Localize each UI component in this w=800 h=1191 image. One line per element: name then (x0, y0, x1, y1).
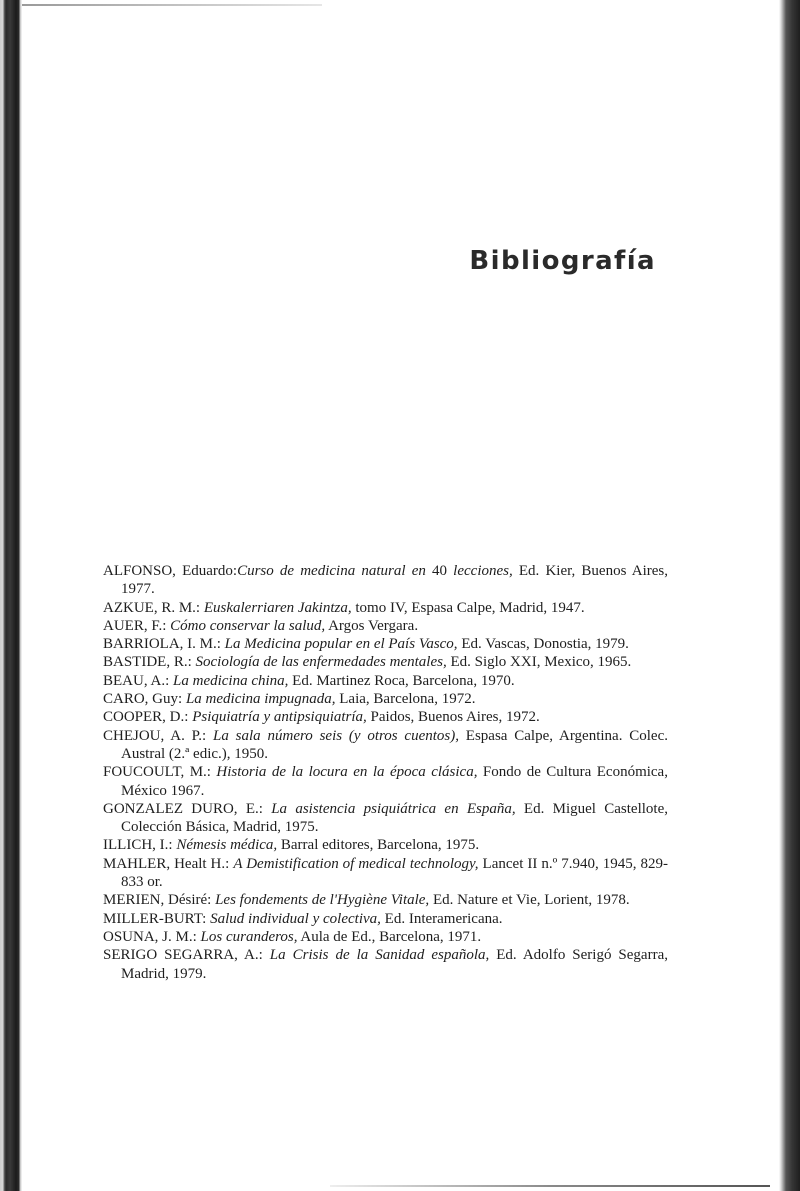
page-bottom-edge (330, 1185, 770, 1187)
page-title: Bibliografía (469, 246, 656, 276)
entry-author: ILLICH, I.: (103, 837, 177, 854)
bibliography-entry (103, 672, 668, 690)
bibliography-entry (103, 928, 668, 946)
entry-details: Ed. Adolfo Serigó Segarra, Madrid, 1979. (121, 947, 668, 982)
entry-title: Les fondements de l'Hygiène Vitale, (215, 892, 430, 909)
entry-title: La Crisis de la Sanidad española, (269, 947, 490, 964)
entry-title: Historia de la locura en la época clásica, (216, 764, 478, 781)
bibliography-entry (103, 727, 668, 764)
bibliography-list (103, 562, 668, 983)
bibliography-entry (103, 599, 668, 617)
entry-title: La sala número seis (y otros cuentos), (213, 727, 459, 744)
entry-title: Psiquiatría y antipsiquiatría, (192, 709, 367, 726)
entry-title: Curso de medicina natural en (237, 563, 426, 579)
bibliography-entry (103, 708, 668, 726)
bibliography-entry (103, 763, 668, 800)
entry-author: BASTIDE, R.: (103, 654, 196, 671)
page-right-edge-shadow (779, 0, 800, 1191)
entry-details: Ed. Vascas, Donostia, 1979. (457, 636, 629, 653)
entry-details: Argos Vergara. (325, 617, 419, 634)
bibliography-entry (103, 891, 668, 909)
entry-details: Ed. Nature et Vie, Lorient, 1978. (429, 892, 630, 909)
entry-title: A Demistification of medical technology, (233, 855, 479, 872)
bibliography-entry (103, 690, 668, 708)
entry-author: MERIEN, Désiré: (103, 892, 216, 909)
entry-author: FOUCOULT, M.: (103, 764, 217, 781)
entry-title: Euskalerriaren Jakintza, (203, 599, 352, 616)
entry-details: Ed. Siglo XXI, Mexico, 1965. (446, 654, 632, 671)
entry-details: Ed. Martinez Roca, Barcelona, 1970. (288, 672, 515, 689)
entry-title-continued: lecciones, (453, 563, 513, 579)
page-top-edge (22, 4, 322, 6)
entry-author: OSUNA, J. M.: (103, 928, 201, 945)
entry-author: ALFONSO, Eduardo: (103, 563, 238, 579)
bibliography-entry (103, 946, 668, 983)
entry-title: La medicina impugnada, (185, 691, 336, 708)
entry-author: BARRIOLA, I. M.: (103, 636, 225, 653)
bibliography-entry (103, 562, 668, 599)
entry-details: Paidos, Buenos Aires, 1972. (366, 709, 540, 726)
bibliography-entry (103, 635, 668, 653)
entry-details: Ed. Interamericana. (380, 910, 503, 927)
entry-author: MILLER-BURT: (103, 910, 211, 927)
entry-author: GONZALEZ DURO, E.: (103, 800, 272, 817)
bibliography-entry (103, 836, 668, 854)
page-left-edge-shadow (0, 0, 22, 1191)
entry-details: Barral editores, Barcelona, 1975. (277, 837, 480, 854)
entry-title: Los curanderos, (200, 928, 298, 945)
entry-title: Cómo conservar la salud, (170, 617, 326, 634)
entry-author: CARO, Guy: (103, 691, 186, 708)
bibliography-entry (103, 653, 668, 671)
bibliography-entry (103, 617, 668, 635)
entry-details: Lancet II n.º 7.940, 1945, 829-833 or. (121, 855, 668, 891)
entry-title: Salud individual y colectiva, (210, 910, 381, 927)
entry-details: Fondo de Cultura Económica, México 1967. (121, 764, 668, 799)
entry-details: Laia, Barcelona, 1972. (335, 691, 476, 708)
entry-author: AZKUE, R. M.: (103, 599, 204, 616)
entry-title: La asistencia psiquiátrica en España, (271, 800, 516, 817)
bibliography-entry (103, 855, 668, 892)
entry-title: La Medicina popular en el País Vasco, (224, 636, 458, 653)
entry-author: AUER, F.: (103, 617, 171, 634)
entry-author: MAHLER, Healt H.: (103, 855, 234, 872)
entry-title: Sociología de las enfermedades mentales, (195, 654, 447, 671)
entry-details: Aula de Ed., Barcelona, 1971. (297, 928, 482, 945)
entry-details: tomo IV, Espasa Calpe, Madrid, 1947. (351, 599, 585, 616)
entry-title: Némesis médica, (176, 837, 278, 854)
entry-details: Espasa Calpe, Argentina. Colec. Austral (2.ª edic.), 1950. (121, 727, 668, 762)
entry-author: SERIGO SEGARRA, A.: (103, 947, 270, 964)
entry-details: Ed. Miguel Castellote, Colección Básica, Madrid, 1975. (121, 800, 668, 836)
entry-details: 40 (425, 563, 454, 579)
bibliography-entry (103, 800, 668, 837)
entry-publisher: Ed. Kier, Buenos Aires, 1977. (121, 563, 668, 598)
entry-author: CHEJOU, A. P.: (103, 727, 214, 744)
entry-author: COOPER, D.: (103, 709, 193, 726)
entry-title: La medicina china, (173, 672, 289, 689)
bibliography-entry (103, 910, 668, 928)
entry-author: BEAU, A.: (103, 672, 174, 689)
